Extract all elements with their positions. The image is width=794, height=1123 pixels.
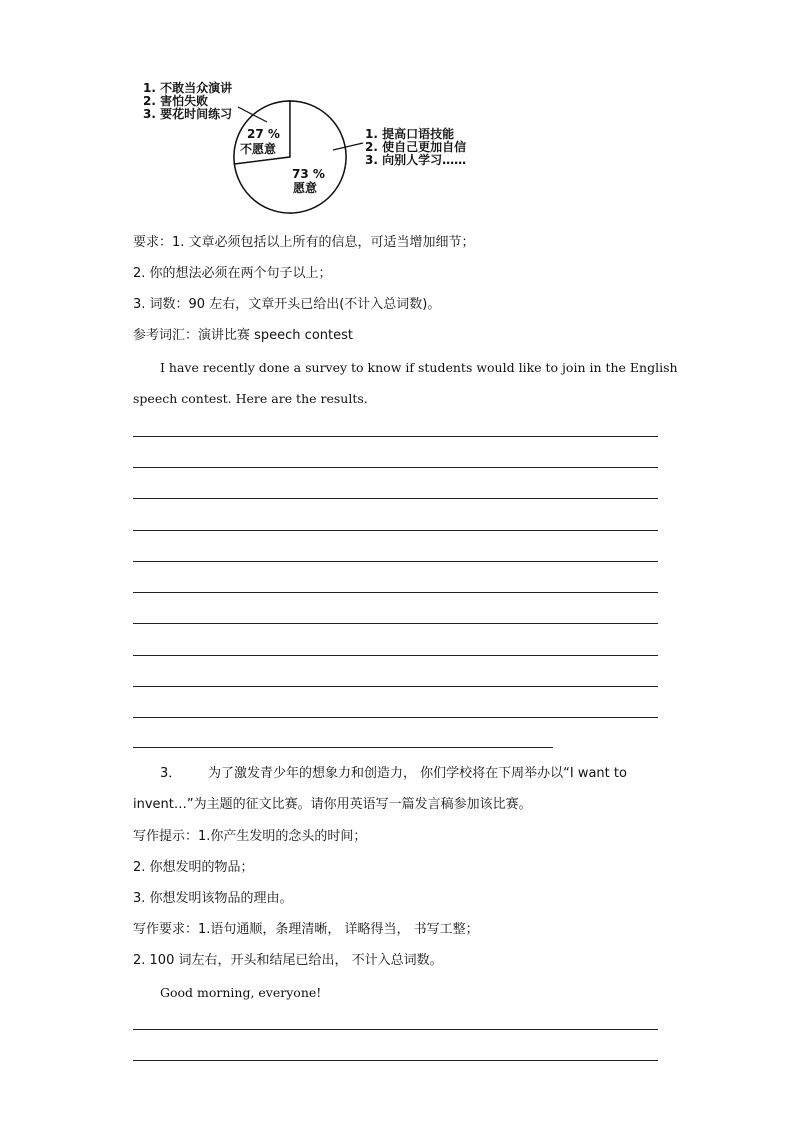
writing-line[interactable] xyxy=(133,467,658,468)
slice-label-unwilling: 不愿意 xyxy=(240,142,277,156)
writing-line[interactable] xyxy=(133,717,658,718)
question-3-prompt-line-1: 为了激发青少年的想象力和创造力， 你们学校将在下周举办以“I want to xyxy=(208,766,627,781)
requirement-line-3: 3. 词数：90 左右，文章开头已给出(不计入总词数)。 xyxy=(133,297,441,312)
writing-line[interactable] xyxy=(133,686,658,687)
writing-requirement-2: 2. 100 词左右，开头和结尾已给出， 不计入总词数。 xyxy=(133,953,443,968)
writing-line[interactable] xyxy=(133,1060,658,1061)
essay-opening-line-2: speech contest. Here are the results. xyxy=(133,391,368,406)
question-3-number: 3． xyxy=(160,766,182,781)
writing-line[interactable] xyxy=(133,623,658,624)
requirement-line-2: 2. 你的想法必须在两个句子以上； xyxy=(133,266,332,281)
left-note-2: 2. 害怕失败 xyxy=(143,94,209,108)
survey-pie-chart xyxy=(0,0,794,230)
slice-label-percent-27: 27 % xyxy=(247,127,280,141)
right-note-1: 1. 提高口语技能 xyxy=(365,127,455,141)
writing-hint-1: 写作提示：1.你产生发明的念头的时间； xyxy=(133,829,367,844)
writing-line[interactable] xyxy=(133,498,658,499)
writing-line[interactable] xyxy=(133,592,658,593)
right-note-3: 3. 向别人学习…… xyxy=(365,153,467,167)
writing-line[interactable] xyxy=(133,655,658,656)
writing-line[interactable] xyxy=(133,1029,658,1030)
writing-requirement-1: 写作要求：1.语句通顺，条理清晰， 详略得当， 书写工整； xyxy=(133,922,479,937)
writing-line-last[interactable] xyxy=(133,747,553,748)
writing-line[interactable] xyxy=(133,436,658,437)
left-note-3: 3. 要花时间练习 xyxy=(143,107,233,121)
slice-label-willing: 愿意 xyxy=(293,181,318,195)
writing-line[interactable] xyxy=(133,530,658,531)
left-note-1: 1. 不敢当众演讲 xyxy=(143,81,233,95)
reference-vocabulary: 参考词汇：演讲比赛 speech contest xyxy=(133,328,353,343)
writing-hint-2: 2. 你想发明的物品； xyxy=(133,860,254,875)
right-note-2: 2. 使自己更加自信 xyxy=(365,140,467,154)
essay-opening-line-1: I have recently done a survey to know if students would like to join in the English xyxy=(160,360,678,375)
pie-chart-svg xyxy=(0,0,794,230)
writing-hint-3: 3. 你想发明该物品的理由。 xyxy=(133,891,293,906)
writing-line[interactable] xyxy=(133,561,658,562)
question-3-prompt-line-2: invent…”为主题的征文比赛。请你用英语写一篇发言稿参加该比赛。 xyxy=(133,797,532,812)
slice-label-percent-73: 73 % xyxy=(292,167,325,181)
speech-opening: Good morning, everyone! xyxy=(160,985,322,1000)
requirement-line-1: 要求：1. 文章必须包括以上所有的信息，可适当增加细节； xyxy=(133,235,475,250)
